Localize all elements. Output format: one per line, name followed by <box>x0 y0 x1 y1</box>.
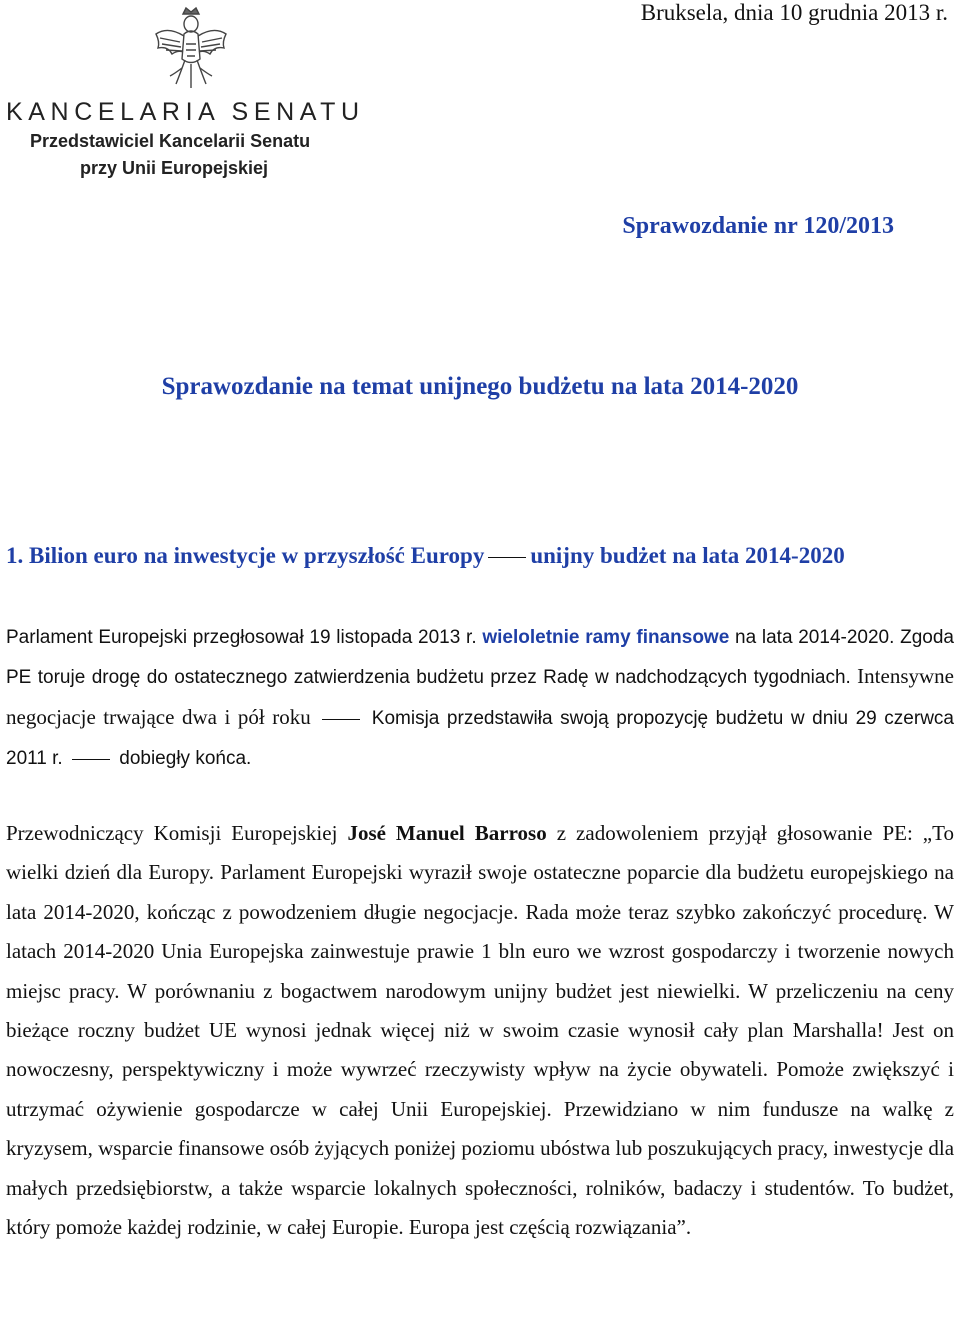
document-date: Bruksela, dnia 10 grudnia 2013 r. <box>640 0 948 25</box>
institution-name: KANCELARIA SENATU <box>6 98 365 126</box>
p1-text-a: Parlament Europejski przegłosował 19 listopada 2013 r. <box>6 627 483 648</box>
p1-bold: wieloletnie ramy finansowe <box>482 627 730 648</box>
office-line-2: przy Unii Europejskiej <box>80 158 269 178</box>
p1-text-e: Intensywne negocjacje trwające dwa i pół roku <box>6 664 954 729</box>
p1-text-d: Zgoda PE toruje drogę do ostatecznego zatwierdzenia budżetu przez Radę w nadchodzących tygodniach. <box>6 627 954 689</box>
section-heading-right: unijny budżet na lata 2014-2020 <box>530 543 845 568</box>
p2-text-a: Przewodniczący Komisji Europejskiej <box>6 821 348 845</box>
office-line-1: Przedstawiciel Kancelarii Senatu <box>30 131 311 151</box>
em-dash <box>488 557 526 558</box>
p2-bold: José Manuel Barroso <box>347 821 547 845</box>
p2-text-c: z zadowoleniem przyjął głosowanie PE: „To wielki dzień dla Europy. <box>6 821 954 885</box>
p1-text-f: Komisja przedstawiła swoją propozycję budżetu w dniu 29 czerwca 2011 r. <box>6 707 954 770</box>
p1-text-c: na lata 2014-2020. <box>729 627 901 648</box>
section-heading-left: 1. Bilion euro na inwestycje w przyszłość Europy <box>6 543 485 568</box>
p2-text-d: Parlament Europejski wyraził swoje ostateczne poparcie dla budżetu europejskiego na lata 2014-2020, kończąc z powodzeniem długie negocjacje. Rada może teraz szybko zakończyć procedurę. W latach 2014-2020 Unia Europejska zainwestuje prawie 1 bln euro we wzrost gospodarczy i tworzenie nowych miejsc pracy. W porównaniu z bogactwem narodowym unijny budżet jest niewielki. W przeliczeniu na ceny bieżące roczny budżet UE wynosi jednak więcej niż w swoim czasie wynosił cały plan Marshalla! Jest on nowoczesny, perspektywiczny i może wywrzeć rzeczywisty wpływ na życie obywateli. Pomoże zwiększyć i utrzymać ożywienie gospodarcze w całej Unii Europejskiej. Przewidziano w nim fundusze na walkę z kryzysem, wsparcie finansowe osób żyjących poniżej poziomu ubóstwa lub poszukujących pracy, inwestycje dla małych przedsiębiorstw, a także wsparcie lokalnych społeczności, rolników, badaczy i studentów. To budżet, który pomoże każdej rodzinie, w całej Europie. Europa jest częścią rozwiązania”. <box>6 860 955 1240</box>
paragraph-2 <box>6 814 954 1247</box>
paragraph-1 <box>6 617 954 779</box>
white-eagle-emblem-icon <box>150 4 232 92</box>
section-heading <box>6 543 952 569</box>
em-dash <box>72 759 110 760</box>
p1-text-g: dobiegły końca. <box>113 748 252 770</box>
report-title: Sprawozdanie na temat unijnego budżetu na lata 2014-2020 <box>161 373 799 400</box>
report-number: Sprawozdanie nr 120/2013 <box>622 213 894 239</box>
em-dash <box>322 719 360 720</box>
